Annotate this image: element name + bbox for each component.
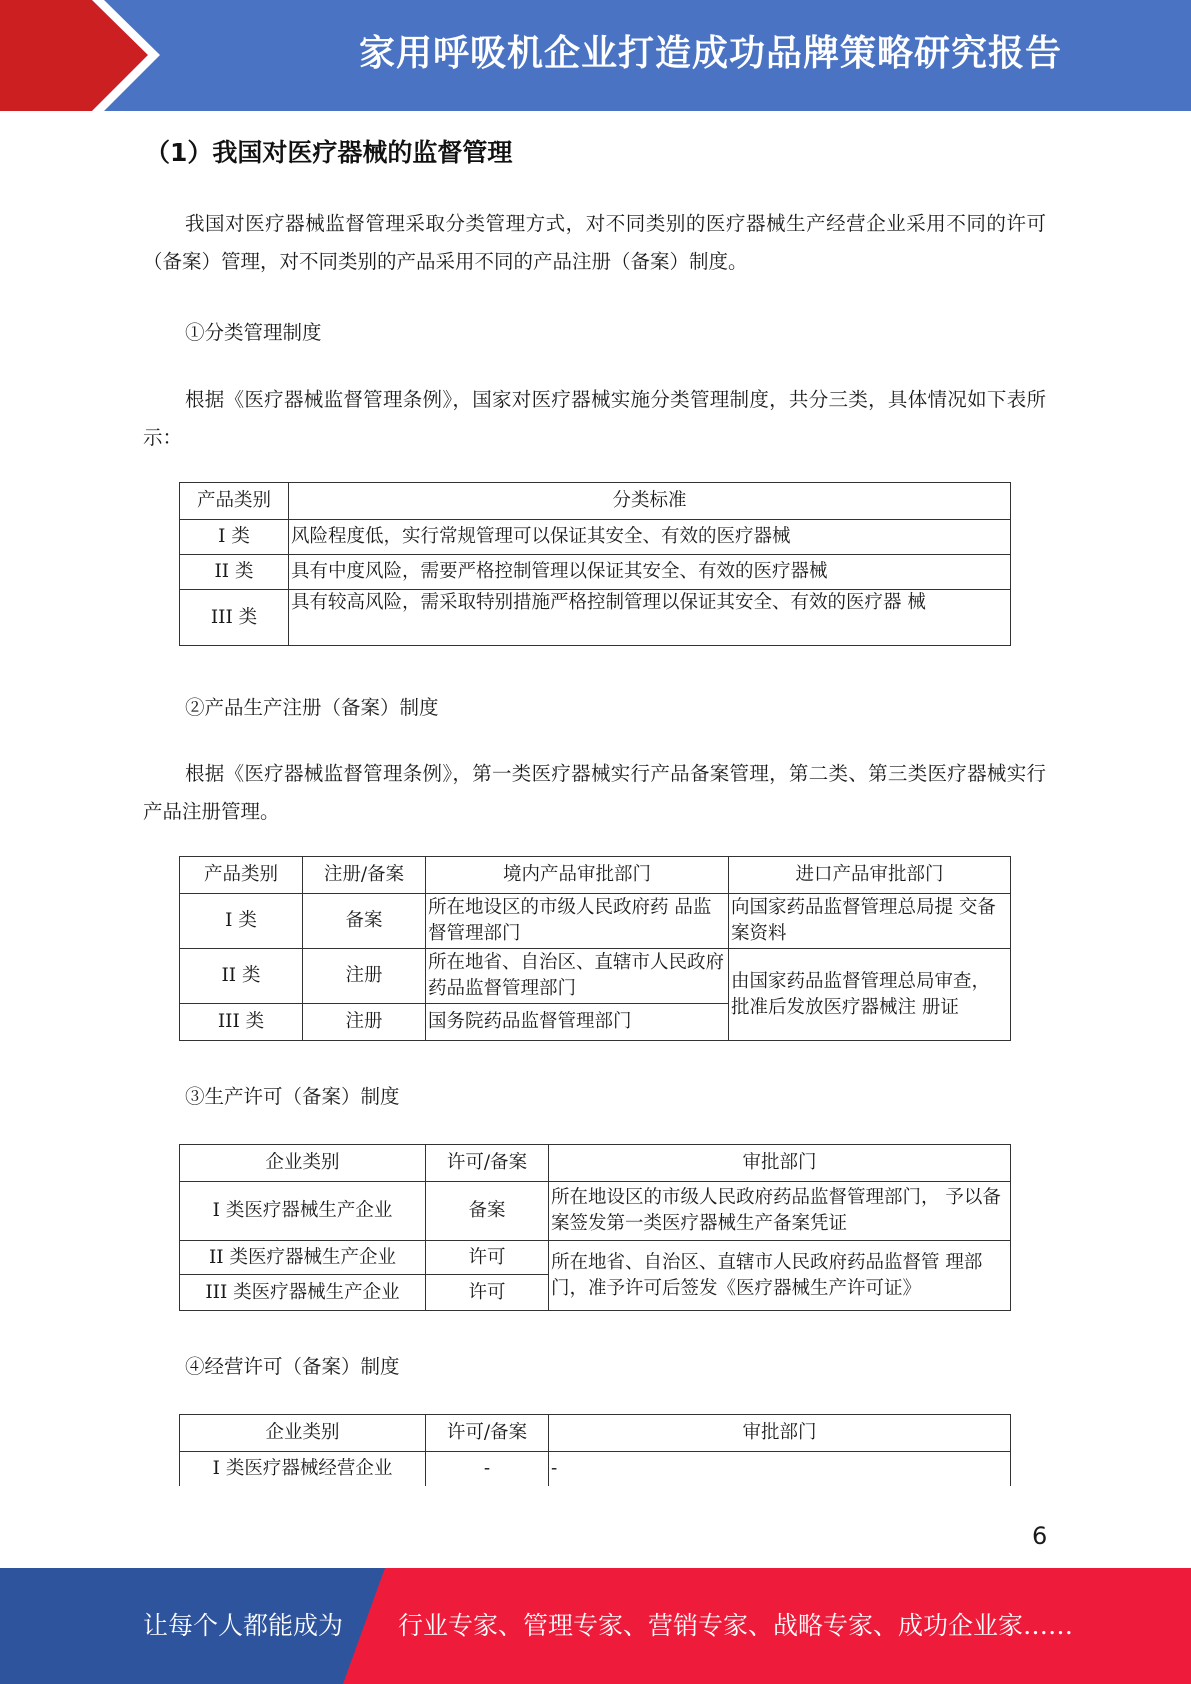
table-cell: I 类: [180, 520, 289, 555]
table-cell: III 类: [180, 590, 289, 646]
table-header: 许可/备案: [426, 1415, 549, 1452]
table-cell: 备案: [303, 894, 426, 949]
footer-slogan-right: 行业专家、管理专家、营销专家、战略专家、成功企业家……: [398, 1611, 1074, 1640]
table-cell: 注册: [303, 1004, 426, 1041]
table-cell: II 类医疗器械生产企业: [180, 1241, 426, 1275]
table-header: 许可/备案: [426, 1145, 549, 1182]
subsection-2-text: 根据《医疗器械监督管理条例》，第一类医疗器械实行产品备案管理，第二类、第三类医疗器械实行产品注册管理。: [143, 762, 1046, 823]
table-cell: 国务院药品监督管理部门: [426, 1004, 729, 1041]
table-cell: -: [426, 1452, 549, 1486]
table-cell: I 类医疗器械生产企业: [180, 1182, 426, 1241]
table-cell: 由国家药品监督管理总局审查，批准后发放医疗器械注 册证: [729, 949, 1011, 1041]
table-header: 审批部门: [549, 1415, 1011, 1452]
table-cell: 所在地设区的市级人民政府药 品监督管理部门: [426, 894, 729, 949]
table-cell: 具有较高风险，需采取特别措施严格控制管理以保证其安全、有效的医疗器 械: [289, 590, 1011, 646]
table-cell: 向国家药品监督管理总局提 交备案资料: [729, 894, 1011, 949]
table-cell: 许可: [426, 1241, 549, 1275]
table-cell: -: [549, 1452, 1011, 1486]
table-cell: 所在地省、自治区、直辖市人民政府药品监督管理部门: [426, 949, 729, 1004]
table-cell: III 类医疗器械生产企业: [180, 1275, 426, 1311]
business-license-table: [179, 1414, 1011, 1486]
table-cell: 所在地设区的市级人民政府药品监督管理部门， 予以备案签发第一类医疗器械生产备案凭证: [549, 1182, 1011, 1241]
table-cell: I 类: [180, 894, 303, 949]
table-cell: I 类医疗器械经营企业: [180, 1452, 426, 1486]
table-cell: 风险程度低，实行常规管理可以保证其安全、有效的医疗器械: [289, 520, 1011, 555]
footer-slogan-left: 让每个人都能成为: [143, 1611, 344, 1640]
table-header: 境内产品审批部门: [426, 857, 729, 894]
header-title: 家用呼吸机企业打造成功品牌策略研究报告: [358, 33, 1062, 74]
subsection-1-heading: ①分类管理制度: [185, 321, 322, 344]
table-cell: II 类: [180, 555, 289, 590]
table-header: 产品类别: [180, 857, 303, 894]
table-cell: 备案: [426, 1182, 549, 1241]
subsection-4-heading: ④经营许可（备案）制度: [185, 1355, 400, 1378]
subsection-1-text: 根据《医疗器械监督管理条例》，国家对医疗器械实施分类管理制度，共分三类，具体情况如下表所示：: [143, 388, 1046, 449]
table-header: 进口产品审批部门: [729, 857, 1011, 894]
table-cell: II 类: [180, 949, 303, 1004]
table-header: 产品类别: [180, 483, 289, 520]
table-cell: III 类: [180, 1004, 303, 1041]
table-header: 分类标准: [289, 483, 1011, 520]
table-cell: 所在地省、自治区、直辖市人民政府药品监督管 理部门，准予许可后签发《医疗器械生产许可证》: [549, 1241, 1011, 1311]
intro-paragraph: 我国对医疗器械监督管理采取分类管理方式，对不同类别的医疗器械生产经营企业采用不同的许可（备案）管理，对不同类别的产品采用不同的产品注册（备案）制度。: [143, 212, 1046, 273]
section-title: （1）我国对医疗器械的监督管理: [145, 138, 513, 167]
registration-table: [179, 856, 1011, 1041]
subsection-2-heading: ②产品生产注册（备案）制度: [185, 696, 439, 719]
page-number: 6: [1032, 1522, 1048, 1550]
classification-table: [179, 482, 1011, 646]
table-cell: 注册: [303, 949, 426, 1004]
table-header: 审批部门: [549, 1145, 1011, 1182]
table-header: 企业类别: [180, 1145, 426, 1182]
table-cell: 具有中度风险，需要严格控制管理以保证其安全、有效的医疗器械: [289, 555, 1011, 590]
table-header: 注册/备案: [303, 857, 426, 894]
table-header: 企业类别: [180, 1415, 426, 1452]
subsection-3-heading: ③生产许可（备案）制度: [185, 1085, 400, 1108]
page-footer: [0, 1568, 1191, 1684]
production-license-table: [179, 1144, 1011, 1311]
table-cell: 许可: [426, 1275, 549, 1311]
header-arrow-decoration: [0, 0, 240, 111]
page-header: [0, 0, 1191, 111]
